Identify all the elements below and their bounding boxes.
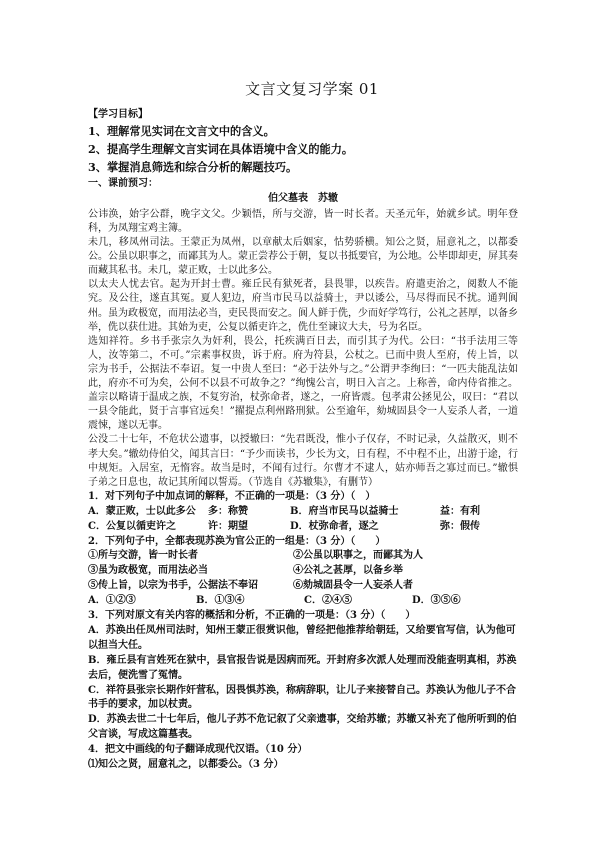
q3-option-d: D．苏涣去世二十七年后，他儿子苏不危记叙了父亲遗事，交给苏辙；苏辙又补充了他所听到的伯父言谈，写成这篇墓表。 [88, 714, 517, 741]
question-2-options [88, 594, 518, 609]
q2-item: ②公虽以职事之，而鄙其为人 [293, 550, 423, 562]
goals-heading: 【学习目标】 [88, 109, 148, 120]
option-d: D．杖弥命者，逐之 [290, 520, 379, 532]
document-page [88, 78, 518, 773]
passage-paragraph: 公讳涣，始字公群，晚字文父。少颖悟，所与交游，皆一时长者。天圣元年，始就乡试。明年登科，为凤翔宝鸡主簿。 [88, 208, 518, 234]
q2-option-a: A．①②③ [88, 595, 136, 607]
q2-option-c: C．②④⑤ [304, 595, 352, 607]
page-title: 文言文复习学案 01 [245, 80, 379, 98]
q2-option-b: B．①③④ [196, 595, 245, 607]
passage-paragraph: 公没二十七年，不危状公遗事，以授辙曰：“先君既没，惟小子仅存，不时记录，久益散灭，则不孝大矣。”辙幼侍伯父，闻其言曰：“予少而读书，少长为文，日有程，不中程不止，出游于途，行中规矩。入居室，无惰容。故当是时，不闻有过行。尔曹才不逮人，姑亦师吾之寡过而已。”辙惧子弟之日息也，故记其所闻以誓焉。（节选自《苏辙集》，有删节） [88, 434, 518, 488]
q3-option-b: B．雍丘县有言姓死在狱中，县官报告说是因病而死。开封府多次派人处理而没能查明真相，苏涣去后，便洗雪了冤情。 [88, 654, 517, 681]
q4-subquestion-1: ⑴知公之贤，屈意礼之，以都委公。（3 分） [88, 759, 284, 771]
question-1-options-row [88, 520, 518, 535]
passage-title: 伯父墓表 苏辙 [268, 193, 338, 205]
option-c: C．公复以循吏许之 [88, 520, 176, 532]
goal-item: 3、掌握消息筛选和综合分析的解题技巧。 [88, 160, 298, 175]
question-4-stem: 4．把文中画线的句子翻译成现代汉语。（10 分） [88, 744, 308, 756]
q2-item: ⑤传上旨，以宗为书手，公据法不奉诏 [88, 580, 258, 592]
q2-option-d: D．③⑤⑥ [412, 595, 461, 607]
question-2-stem: 2．下列句子中，全都表现苏涣为官公正的一组是：（3 分）（ ） [88, 535, 386, 547]
question-3-stem: 3．下列对原文有关内容的概括和分析，不正确的一项是：（3 分）（ ） [88, 610, 416, 622]
option-a: A．蒙正败，士以此多公 [88, 505, 196, 517]
goal-item: 1、理解常见实词在文言文中的含义。 [88, 124, 275, 139]
q3-option-c: C．祥符县张宗长期作奸营私，因畏惧苏涣，称病辞职，让儿子来接替自己。苏涣认为他儿子不合书手的要求，加以杖责。 [88, 684, 516, 711]
question-1-options-row [88, 505, 518, 520]
passage-paragraph: 以太夫人忧去官。起为开封士曹。雍丘民有狱死者，县畏罪，以疾告。府遣吏治之，阅数人不能究。及公往，遂直其冤。夏人犯边，府当市民马以益骑士，尹以诿公，马尽得而民不扰。通判阆州。虽为政极宽，而用法必当，吏民畏而安之。阆人鲜于侁，少而好学笃行，公礼之甚厚，以备乡举，侁以获仕进。其始为吏，公复以循吏许之，侁仕至谏议大夫，号为名臣。 [88, 279, 518, 333]
q2-item: ③虽为政极宽，而用法必当 [88, 565, 208, 577]
option-a-explanation: 多：称赞 [208, 505, 248, 517]
option-b-explanation: 益：有利 [440, 505, 480, 517]
q2-item: ⑥劾城固县令一人妄杀人者 [293, 580, 413, 592]
question-2-items [88, 549, 518, 594]
passage-paragraph: 未几，移凤州司法。王蒙正为凤州，以章献太后姻家，怙势骄横。知公之贤，屈意礼之，以都委公。公虽以职事之，而鄙其为人。蒙正尝荐公于朝，复以书抵要官，为公地。公毕即却吏，屏其奏而藏其私书。未几，蒙正败，士以此多公。 [88, 237, 518, 277]
q2-item: ①所与交游，皆一时长者 [88, 550, 198, 562]
passage-paragraph: 选知祥符。乡书手张宗久为奸利，畏公，托疾满百日去，而引其子为代。公曰：“书手法用三等人，汝等第二，不可。”宗素事权贵，诉于府。府为符县，公杖之。已而中贵人至府，传上旨，以宗为书手，公据法不奉诏。复一中贵人至曰：“必于法外与之。”公谓尹李绚曰：“一匹夫能乱法如此，府亦不可为矣，公何不以县不可故争之？”绚愧公言，明日入言之。上称善，命内侍省推之。盖宗以略请于温成之族，不复穷治，杖弥命者，遂之，一府皆震。包孝肃公拯见公，叹曰：“君以一县令能此，贤于言事官远矣！”擢提点利州路刑狱。公至逾年，劾城固县令一人妄杀人者，一道震悚，遂以无事。 [88, 335, 518, 432]
question-1-stem: 1．对下列句子中加点词的解释，不正确的一项是：（3 分）（ ） [88, 490, 376, 502]
option-d-explanation: 弥：假传 [440, 520, 480, 532]
option-b: B．府当市民马以益骑士 [290, 505, 399, 517]
option-c-explanation: 许：期望 [208, 520, 248, 532]
q3-option-a: A．苏涣出任凤州司法时，知州王蒙正很赏识他，曾经把他推荐给朝廷，又给要官写信，认为他可以担当大任。 [88, 624, 516, 651]
goal-item: 2、提高学生理解文言实词在具体语境中含义的能力。 [88, 142, 354, 157]
q2-item: ④公礼之甚厚，以备乡举 [293, 565, 403, 577]
preview-heading: 一、课前预习： [88, 178, 158, 190]
